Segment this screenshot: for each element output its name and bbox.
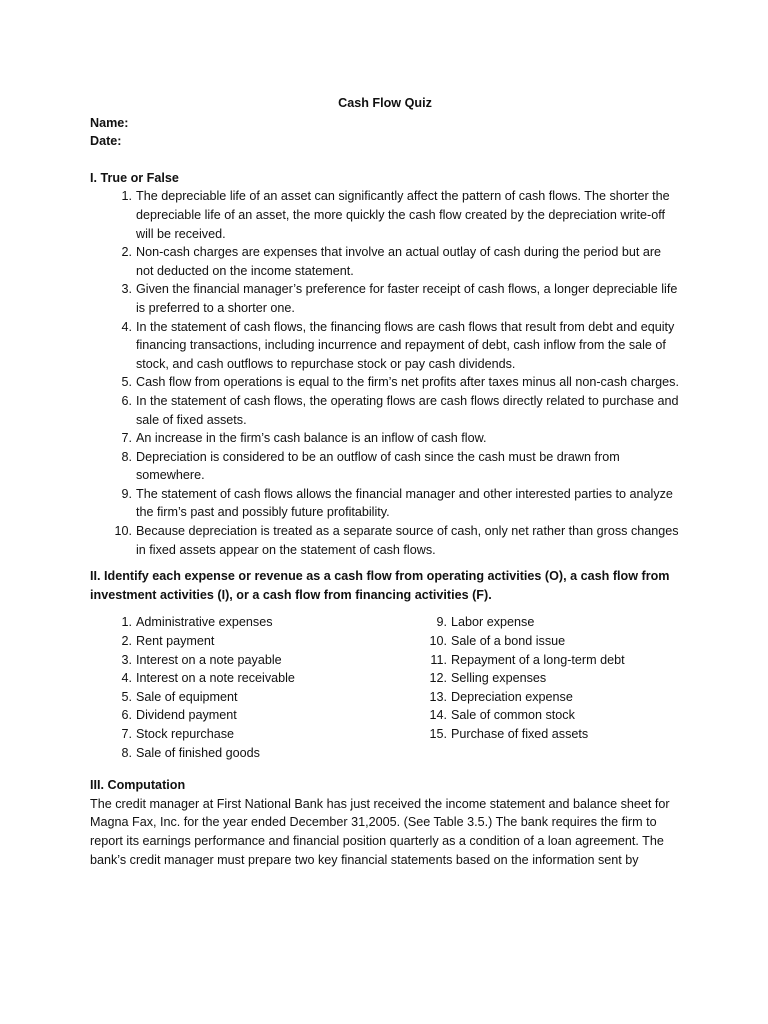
list-item bbox=[406, 613, 666, 632]
list-item-text: Rent payment bbox=[136, 634, 215, 649]
section-computation-heading: III. Computation bbox=[90, 778, 186, 793]
list-item-text: Given the financial manager’s preference for faster receipt of cash flows, a longer depreciable life is preferred to a shorter one. bbox=[136, 282, 678, 315]
true-false-list bbox=[90, 187, 680, 559]
list-item bbox=[90, 392, 680, 429]
list-item-text: Repayment of a long-term debt bbox=[451, 652, 625, 667]
list-item-text: An increase in the firm’s cash balance is an inflow of cash flow. bbox=[136, 431, 487, 446]
name-label: Name: bbox=[90, 115, 129, 130]
list-item bbox=[90, 318, 680, 374]
list-item-number: 4. bbox=[121, 319, 132, 334]
list-item-number: 1. bbox=[121, 189, 132, 204]
list-item-text: Because depreciation is treated as a separate source of cash, only net rather than gross changes in fixed assets appear on the statement of cash flows. bbox=[136, 524, 679, 557]
identify-list-right bbox=[406, 613, 666, 762]
list-item-number: 4. bbox=[121, 671, 132, 686]
section-identify-heading: II. Identify each expense or revenue as a cash flow from operating activities (O), a cash flow from investment activities (I), or a cash flow from financing activities (F). bbox=[90, 569, 670, 602]
list-item-text: Cash flow from operations is equal to the firm’s net profits after taxes minus all non-cash charges. bbox=[136, 375, 679, 390]
list-item-number: 14. bbox=[429, 708, 447, 723]
list-item-number: 11. bbox=[430, 652, 447, 667]
identify-list-left bbox=[90, 613, 406, 762]
list-item bbox=[90, 485, 680, 522]
list-item bbox=[406, 632, 666, 651]
list-item-text: In the statement of cash flows, the operating flows are cash flows directly related to purchase and sale of fixed assets. bbox=[136, 393, 679, 427]
list-item-number: 9. bbox=[436, 615, 447, 630]
document-page bbox=[90, 94, 680, 869]
list-item-number: 13. bbox=[429, 689, 447, 704]
list-item-number: 5. bbox=[121, 689, 132, 704]
list-item-text: Sale of common stock bbox=[451, 708, 575, 723]
list-item-text: Administrative expenses bbox=[136, 615, 273, 630]
list-item-number: 15. bbox=[429, 727, 447, 741]
list-item bbox=[90, 613, 406, 632]
list-item-number: 7. bbox=[121, 431, 132, 446]
list-item bbox=[90, 243, 680, 280]
list-item-text: Depreciation is considered to be an outflow of cash since the cash must be drawn from somewhere. bbox=[136, 449, 620, 483]
list-item-number: 3. bbox=[121, 652, 132, 667]
list-item-text: Non-cash charges are expenses that involve an actual outlay of cash during the period but are not deducted on the income statement. bbox=[136, 245, 662, 278]
date-label: Date: bbox=[90, 134, 122, 149]
list-item-number: 8. bbox=[121, 745, 132, 760]
list-item-text: Sale of finished goods bbox=[136, 745, 260, 760]
section-true-false-heading: I. True or False bbox=[90, 170, 179, 185]
identify-columns bbox=[90, 613, 680, 762]
list-item-number: 12. bbox=[429, 671, 447, 686]
list-item bbox=[90, 651, 406, 670]
list-item-text: Interest on a note payable bbox=[136, 652, 282, 667]
list-item bbox=[406, 669, 666, 688]
list-item bbox=[90, 688, 406, 707]
list-item bbox=[90, 280, 680, 317]
list-item-text: The depreciable life of an asset can significantly affect the pattern of cash flows. The shorter the depreciable life of an asset, the more quickly the cash flow created by the depreciation write-off will be received. bbox=[136, 189, 670, 241]
list-item-number: 10. bbox=[429, 634, 447, 649]
list-item-number: 9. bbox=[121, 486, 132, 501]
list-item bbox=[406, 688, 666, 707]
list-item-text: Stock repurchase bbox=[136, 727, 235, 741]
list-item bbox=[90, 725, 406, 744]
computation-paragraph: The credit manager at First National Bank has just received the income statement and balance sheet for Magna Fax, Inc. for the year ended December 31,2005. (See Table 3.5.) The bank requires the firm to report its earnings performance and financial position quarterly as a condition of a loan agreement. The bank’s credit manager must prepare two key financial statements based on the information sent by bbox=[90, 796, 670, 867]
list-item bbox=[90, 669, 406, 688]
list-item-number: 6. bbox=[121, 393, 132, 408]
list-item-text: Purchase of fixed assets bbox=[451, 727, 589, 741]
list-item bbox=[90, 744, 406, 763]
list-item bbox=[90, 632, 406, 651]
list-item-text: Sale of a bond issue bbox=[451, 634, 566, 649]
list-item-text: In the statement of cash flows, the financing flows are cash flows that result from debt and equity financing transactions, including incurrence and repayment of debt, cash inflow from the sale of stock, and cash outflows to repurchase stock or pay cash dividends. bbox=[136, 319, 675, 371]
list-item-number: 3. bbox=[121, 282, 132, 297]
list-item-number: 6. bbox=[121, 708, 132, 723]
list-item-text: The statement of cash flows allows the financial manager and other interested parties to analyze the firm’s past and possibly future profitability. bbox=[136, 486, 673, 520]
list-item bbox=[90, 187, 680, 243]
list-item bbox=[406, 725, 666, 744]
list-item bbox=[406, 706, 666, 725]
list-item-number: 10. bbox=[114, 524, 132, 539]
list-item-number: 2. bbox=[121, 245, 132, 260]
list-item bbox=[90, 706, 406, 725]
list-item-text: Dividend payment bbox=[136, 708, 237, 723]
list-item bbox=[90, 448, 680, 485]
list-item-text: Interest on a note receivable bbox=[136, 671, 295, 686]
list-item-text: Labor expense bbox=[451, 615, 535, 630]
list-item bbox=[90, 373, 680, 392]
list-item-text: Depreciation expense bbox=[451, 689, 573, 704]
list-item-number: 1. bbox=[121, 615, 132, 630]
list-item-number: 7. bbox=[121, 727, 132, 741]
list-item bbox=[90, 522, 680, 559]
list-item-number: 8. bbox=[121, 449, 132, 464]
list-item-text: Sale of equipment bbox=[136, 689, 238, 704]
list-item-number: 5. bbox=[121, 375, 132, 390]
list-item-number: 2. bbox=[121, 634, 132, 649]
list-item-text: Selling expenses bbox=[451, 671, 547, 686]
document-title: Cash Flow Quiz bbox=[338, 96, 432, 110]
list-item bbox=[406, 651, 666, 670]
list-item bbox=[90, 429, 680, 448]
